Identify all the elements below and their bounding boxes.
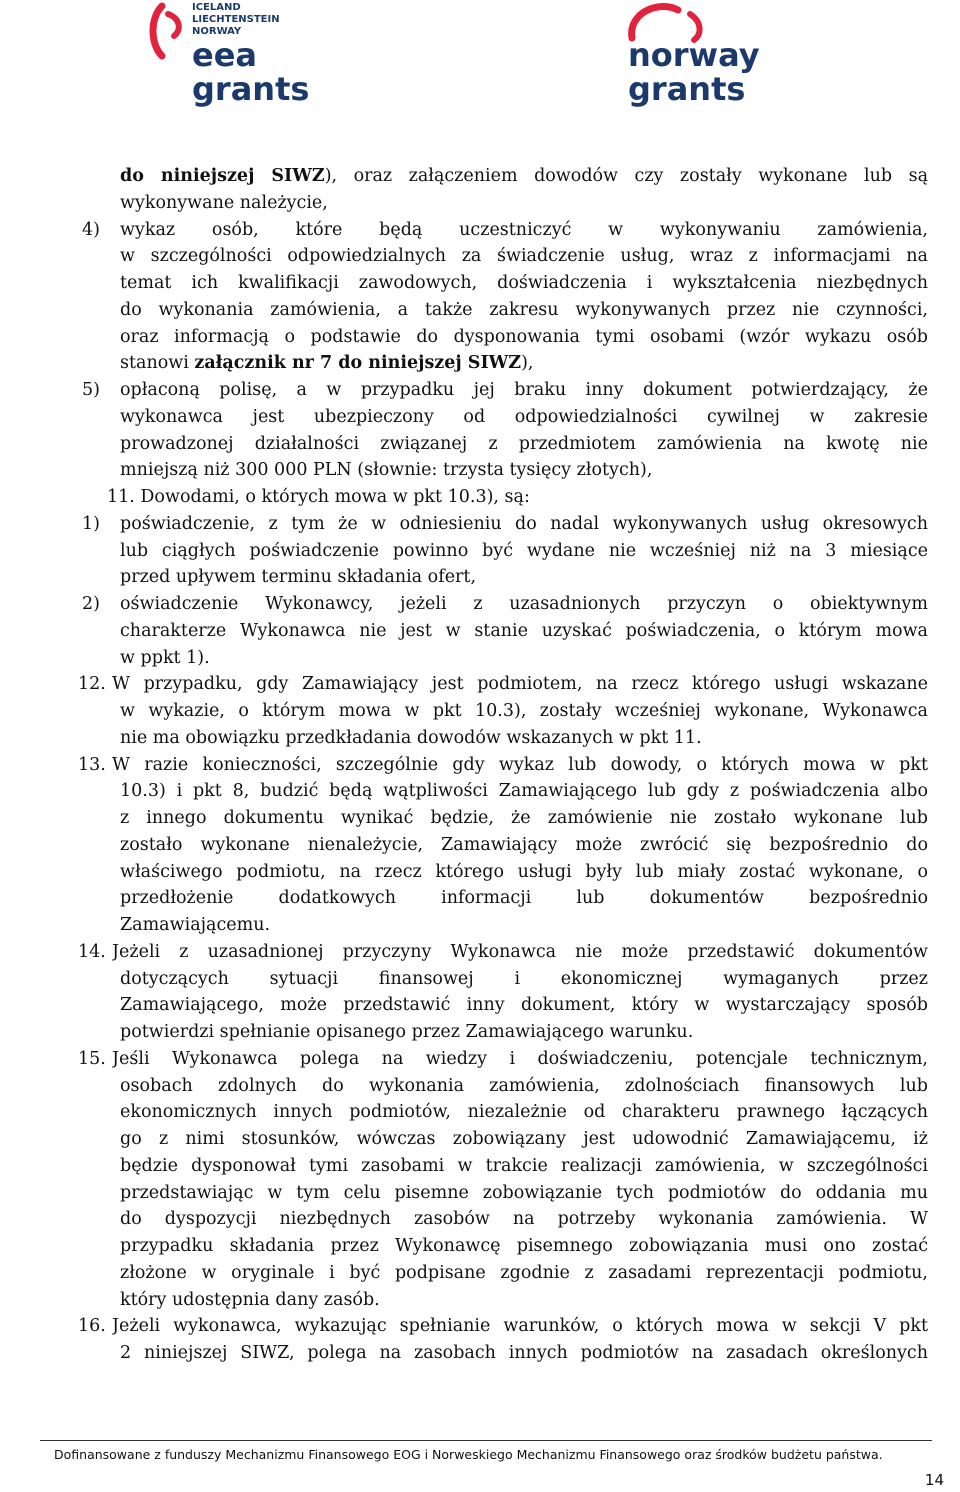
line-text — [120, 1260, 928, 1286]
text-run: opłaconą polisę, a w przypadku jej braku inny dokument potwierdzający, że — [120, 380, 928, 400]
line-text — [120, 1287, 928, 1313]
line-text — [120, 992, 928, 1018]
text-line — [0, 511, 960, 537]
text-run: potwierdzi spełnianie opisanego przez Zamawiającego warunku. — [120, 1022, 694, 1042]
text-run: ekonomicznych innych podmiotów, niezależnie od charakteru prawnego łączących — [120, 1102, 928, 1123]
text-run: w ppkt 1). — [120, 647, 210, 668]
page-number: 14 — [924, 1471, 944, 1489]
text-run: z innego dokumentu wynikać będzie, że zamówienie nie zostało wykonane lub — [120, 808, 928, 828]
text-line — [0, 538, 960, 564]
eea-country-1: ICELAND — [192, 2, 241, 13]
text-run: Zamawiającemu. — [120, 915, 271, 935]
line-text — [120, 1099, 928, 1125]
eea-country-3: NORWAY — [192, 26, 242, 37]
line-text — [120, 404, 928, 430]
line-text — [120, 645, 928, 671]
text-line — [0, 217, 960, 243]
text-run: W razie konieczności, szczególnie gdy wykaz lub dowody, o których mowa w pkt — [112, 754, 928, 775]
line-text — [120, 832, 928, 858]
line-text — [120, 297, 928, 323]
text-line — [0, 832, 960, 858]
line-text — [120, 1233, 928, 1259]
line-text — [120, 377, 928, 403]
text-run: do dyspozycji niezbędnych zasobów na potrzeby wykonania zamówienia. W — [120, 1209, 928, 1230]
text-run: w wykazie, o którym mowa w pkt 10.3), zostały wcześniej wykonane, Wykonawca — [120, 701, 928, 721]
line-text — [120, 457, 928, 483]
text-run: prowadzonej działalności związanej z przedmiotem zamówienia na kwotę nie — [120, 433, 928, 454]
text-line — [0, 885, 960, 911]
norway-wordmark-line1: norway — [628, 36, 760, 74]
line-text — [120, 1019, 928, 1045]
line-text — [120, 1153, 928, 1179]
line-text — [112, 671, 928, 697]
text-run: osobach zdolnych do wykonania zamówienia, zdolnościach finansowych lub — [120, 1075, 928, 1096]
text-run: oraz informacją o podstawie do dysponowania tymi osobami (wzór wykazu osób — [120, 326, 928, 347]
line-text — [120, 217, 928, 243]
text-line — [0, 1073, 960, 1099]
text-line — [0, 859, 960, 885]
text-line — [0, 778, 960, 804]
text-run: Jeżeli wykonawca, wykazując spełnianie warunków, o których mowa w sekcji V pkt — [112, 1316, 928, 1337]
text-line — [0, 618, 960, 644]
line-text — [120, 1073, 928, 1099]
text-run: Zamawiającego, może przedstawić inny dokument, który w wystarczający sposób — [120, 995, 928, 1016]
text-run: mniejszą niż 300 000 PLN (słownie: trzysta tysięcy złotych), — [120, 460, 653, 481]
text-line — [0, 1019, 960, 1045]
line-text — [120, 431, 928, 457]
line-text — [120, 1206, 928, 1232]
text-line — [0, 671, 960, 697]
text-run: zostało wykonane nienależycie, Zamawiający może zwrócić się bezpośrednio do — [120, 834, 928, 855]
text-run: do wykonania zamówienia, a także zakresu wykonywanych przez nie czynności, — [120, 299, 928, 320]
line-text — [112, 752, 928, 778]
text-line — [0, 270, 960, 296]
line-text — [120, 270, 928, 296]
text-line — [0, 1153, 960, 1179]
text-run: temat ich kwalifikacji zawodowych, doświadczenia i wykształcenia niezbędnych — [120, 273, 928, 293]
text-line — [0, 1260, 960, 1286]
bold-reference: załącznik nr 7 do niniejszej SIWZ — [194, 353, 522, 374]
footer-note: Dofinansowane z funduszy Mechanizmu Finansowego EOG i Norweskiego Mechanizmu Finansowego oraz środków budżetu państwa. — [54, 1447, 883, 1462]
line-text — [120, 564, 928, 590]
line-text — [120, 538, 928, 564]
line-text — [112, 939, 928, 965]
text-line — [0, 243, 960, 269]
text-run: przedłożenie dodatkowych informacji lub dokumentów bezpośrednio — [120, 888, 928, 909]
text-line — [0, 698, 960, 724]
list-number: 16. — [78, 1316, 106, 1337]
line-text — [120, 618, 928, 644]
text-line — [0, 591, 960, 617]
text-run: właściwego podmiotu, na rzecz którego usługi były lub miały zostać wykonane, o — [120, 861, 928, 882]
text-line — [0, 1287, 960, 1313]
text-line — [0, 992, 960, 1018]
eea-wordmark-line2: grants — [192, 70, 310, 108]
list-number: 2) — [82, 594, 100, 614]
text-line — [0, 1340, 960, 1366]
text-line — [0, 431, 960, 457]
line-text — [120, 1340, 928, 1366]
list-number: 1) — [82, 513, 100, 534]
list-number: 13. — [78, 754, 106, 775]
list-number: 12. — [78, 674, 106, 695]
text-line — [0, 484, 960, 510]
line-text — [120, 778, 928, 804]
line-text — [120, 243, 928, 269]
text-run: poświadczenie, z tym że w odniesieniu do nadal wykonywanych usług okresowych — [120, 513, 928, 534]
text-run: 11. Dowodami, o których mowa w pkt 10.3), są: — [107, 487, 530, 507]
text-line — [0, 1313, 960, 1339]
text-line — [0, 1099, 960, 1125]
text-line — [0, 1233, 960, 1259]
text-run: 2 niniejszej SIWZ, polega na zasobach innych podmiotów na zasadach określonych — [120, 1343, 928, 1363]
text-run: złożone w oryginale i być podpisane zgodnie z zasadami reprezentacji podmiotu, — [120, 1262, 928, 1283]
text-run: który udostępnia dany zasób. — [120, 1289, 380, 1310]
bold-reference: do niniejszej SIWZ — [120, 166, 325, 186]
text-run: będzie dysponował tymi zasobami w trakcie realizacji zamówienia, w szczególności — [120, 1155, 928, 1176]
text-run: Jeśli Wykonawca polega na wiedzy i doświadczeniu, potencjale technicznym, — [112, 1048, 928, 1069]
text-line — [0, 752, 960, 778]
line-text — [120, 885, 928, 911]
text-line — [0, 163, 960, 189]
text-line — [0, 725, 960, 751]
line-text — [120, 1126, 928, 1152]
line-text — [120, 859, 928, 885]
text-run: stanowi — [120, 353, 195, 374]
line-text — [120, 912, 928, 938]
text-run: przypadku składania przez Wykonawcę pisemnego zobowiązania musi ono zostać — [120, 1236, 928, 1256]
norway-wordmark-line2: grants — [628, 70, 746, 108]
text-run: W przypadku, gdy Zamawiający jest podmiotem, na rzecz którego usługi wskazane — [112, 674, 928, 695]
line-text — [112, 1313, 928, 1339]
text-run: dotyczących sytuacji finansowej i ekonomicznej wymaganych przez — [120, 968, 928, 989]
line-text — [120, 511, 928, 537]
line-text — [120, 1180, 928, 1206]
text-line — [0, 912, 960, 938]
text-run: lub ciągłych poświadczenie powinno być wydane nie wcześniej niż na 3 miesiące — [120, 540, 928, 561]
line-text — [120, 163, 928, 189]
text-run: Jeżeli z uzasadnionej przyczyny Wykonawca nie może przedstawić dokumentów — [112, 941, 928, 962]
text-line — [0, 1180, 960, 1206]
text-run: wykonywane należycie, — [120, 192, 328, 213]
line-text — [112, 1046, 928, 1072]
text-line — [0, 190, 960, 216]
eea-grants-logo — [148, 0, 318, 110]
text-line — [0, 404, 960, 430]
text-line — [0, 377, 960, 403]
text-run: przed upływem terminu składania ofert, — [120, 567, 477, 588]
line-text — [120, 725, 928, 751]
text-line — [0, 564, 960, 590]
text-run: ), oraz załączeniem dowodów czy zostały wykonane lub są — [324, 166, 928, 186]
list-number: 15. — [78, 1048, 106, 1069]
text-run: 10.3) i pkt 8, budzić będą wątpliwości Zamawiającego lub gdy z poświadczenia albo — [120, 781, 928, 802]
line-text — [120, 350, 928, 376]
text-line — [0, 939, 960, 965]
text-line — [0, 966, 960, 992]
line-text — [107, 484, 928, 510]
text-run: wykonawca jest ubezpieczony od odpowiedzialności cywilnej w zakresie — [120, 406, 928, 427]
text-run: charakterze Wykonawca nie jest w stanie uzyskać poświadczenia, o którym mowa — [120, 620, 928, 641]
text-line — [0, 324, 960, 350]
norway-grants-logo — [610, 0, 790, 110]
text-run: go z nimi stosunków, wówczas zobowiązany jest udowodnić Zamawiającemu, iż — [120, 1129, 928, 1149]
text-run: wykaz osób, które będą uczestniczyć w wykonywaniu zamówienia, — [120, 219, 928, 240]
eea-wordmark-line1: eea — [192, 36, 257, 74]
list-number: 14. — [78, 941, 106, 962]
text-run: oświadczenie Wykonawcy, jeżeli z uzasadnionych przyczyn o obiektywnym — [120, 594, 928, 614]
eea-country-2: LIECHTENSTEIN — [192, 14, 280, 25]
text-line — [0, 1126, 960, 1152]
line-text — [120, 698, 928, 724]
text-line — [0, 805, 960, 831]
line-text — [120, 591, 928, 617]
line-text — [120, 190, 928, 216]
list-number: 4) — [82, 219, 100, 240]
text-line — [0, 297, 960, 323]
text-run: przedstawiając w tym celu pisemne zobowiązanie tych podmiotów do oddania mu — [120, 1182, 928, 1203]
text-line — [0, 645, 960, 671]
text-run: nie ma obowiązku przedkładania dowodów wskazanych w pkt 11. — [120, 727, 702, 748]
text-run: ), — [521, 353, 534, 374]
text-line — [0, 350, 960, 376]
line-text — [120, 966, 928, 992]
list-number: 5) — [82, 380, 100, 400]
line-text — [120, 324, 928, 350]
footer-divider — [40, 1440, 932, 1441]
line-text — [120, 805, 928, 831]
text-line — [0, 457, 960, 483]
text-run: w szczególności odpowiedzialnych za świadczenie usług, wraz z informacjami na — [120, 246, 928, 267]
text-line — [0, 1046, 960, 1072]
text-line — [0, 1206, 960, 1232]
